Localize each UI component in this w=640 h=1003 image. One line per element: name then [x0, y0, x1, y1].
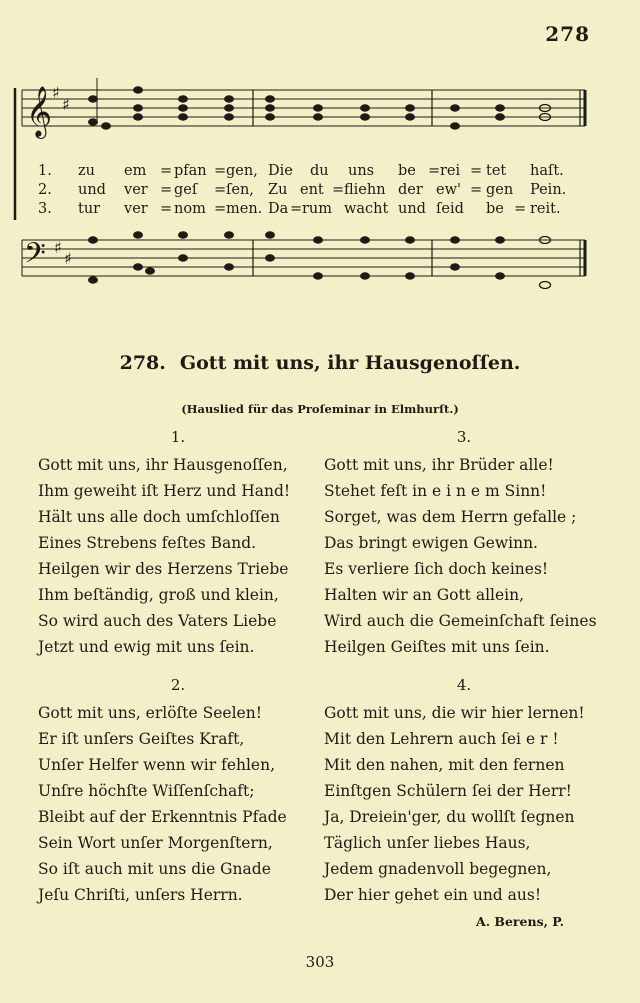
lyric-line: 2. und ver = geſ = ſen, Zu ent = fliehn der ew' = gen Pein. [38, 182, 567, 198]
hymn-title [0, 352, 640, 374]
stanza-number: 3. [456, 428, 472, 446]
verse-line: Eines Strebens feſtes Band. [38, 534, 257, 552]
verse-line: Es verliere ſich doch keines! [324, 560, 549, 578]
verse-line: Bleibt auf der Erkenntnis Pfade [38, 808, 287, 826]
verse-line: Jedem gnadenvoll begegnen, [324, 860, 552, 878]
verse-line: Mit den nahen, mit den fernen [324, 756, 565, 774]
stanza-1 [38, 428, 318, 660]
verse-line: Wird auch die Gemeinſchaft ſeines [324, 612, 597, 630]
hymn-title-number: 278. [119, 352, 166, 374]
svg-text:♯: ♯ [54, 238, 62, 257]
verse-line: Jeſu Chriſti, unſers Herrn. [38, 886, 243, 904]
hymn-number-header: 278 [545, 22, 590, 46]
verse-line: Jetzt und ewig mit uns ſein. [38, 638, 255, 656]
bass-staff [0, 218, 640, 328]
verse-line: Der hier gehet ein und aus! [324, 886, 542, 904]
lyric-line: 1. zu em = pfan = gen, Die du uns be = rei = tet haſt. [38, 163, 564, 179]
svg-text:♯: ♯ [64, 249, 72, 268]
hymn-subtitle: (Hauslied für das Proſeminar in Elmhurſt.) [181, 402, 459, 416]
hymn-lyrics [38, 162, 598, 219]
svg-text:𝄢: 𝄢 [24, 237, 46, 277]
verse-line: Gott mit uns, ihr Brüder alle! [324, 456, 554, 474]
lyric-line: 3. tur ver = nom = men. Da = rum wacht und ſeid be = reit. [38, 201, 561, 217]
stanza-number: 1. [170, 428, 186, 446]
page-number: 303 [305, 953, 335, 971]
verse-line: So iſt auch mit uns die Gnade [38, 860, 271, 878]
verse-line: Mit den Lehrern auch ſei e r ! [324, 730, 559, 748]
svg-text:♯: ♯ [52, 83, 60, 102]
verse-line: Ja, Dreiein'ger, du wollſt ſegnen [324, 808, 575, 826]
verse-line: Ihm geweiht iſt Herz und Hand! [38, 482, 291, 500]
stanza-4 [324, 676, 604, 908]
verse-line: Sein Wort unſer Morgenſtern, [38, 834, 273, 852]
svg-text:♯: ♯ [62, 95, 70, 114]
verse-line: Stehet feſt in e i n e m Sinn! [324, 482, 547, 500]
verse-line: Ihm beſtändig, groß und klein, [38, 586, 279, 604]
stanza-number: 4. [456, 676, 472, 694]
verse-line: Gott mit uns, erlöſte Seelen! [38, 704, 262, 722]
verse-line: Das bringt ewigen Gewinn. [324, 534, 538, 552]
verse-line: So wird auch des Vaters Liebe [38, 612, 277, 630]
verse-line: Einſtgen Schülern ſei der Herr! [324, 782, 572, 800]
verse-line: Unſre höchſte Wiſſenſchaft; [38, 782, 255, 800]
verse-line: Heilgen Geiſtes mit uns ſein. [324, 638, 550, 656]
verse-line: Er iſt unſers Geiſtes Kraft, [38, 730, 245, 748]
verse-line: Unſer Helfer wenn wir fehlen, [38, 756, 276, 774]
verse-line: Gott mit uns, die wir hier lernen! [324, 704, 585, 722]
verse-line: Halten wir an Gott allein, [324, 586, 525, 604]
stanza-3 [324, 428, 604, 660]
hymn-title-text: Gott mit uns, ihr Hausgenoſſen. [179, 352, 521, 374]
stanza-2 [38, 676, 318, 908]
author-credit: A. Berens, P. [476, 914, 564, 929]
verse-line: Täglich unſer liebes Haus, [324, 834, 531, 852]
svg-text:𝄞: 𝄞 [26, 86, 53, 137]
verse-line: Sorget, was dem Herrn gefalle ; [324, 508, 577, 526]
verse-line: Hält uns alle doch umſchloſſen [38, 508, 280, 526]
verse-line: Heilgen wir des Herzens Triebe [38, 560, 289, 578]
verse-line: Gott mit uns, ihr Hausgenoſſen, [38, 456, 288, 474]
stanza-number: 2. [170, 676, 186, 694]
